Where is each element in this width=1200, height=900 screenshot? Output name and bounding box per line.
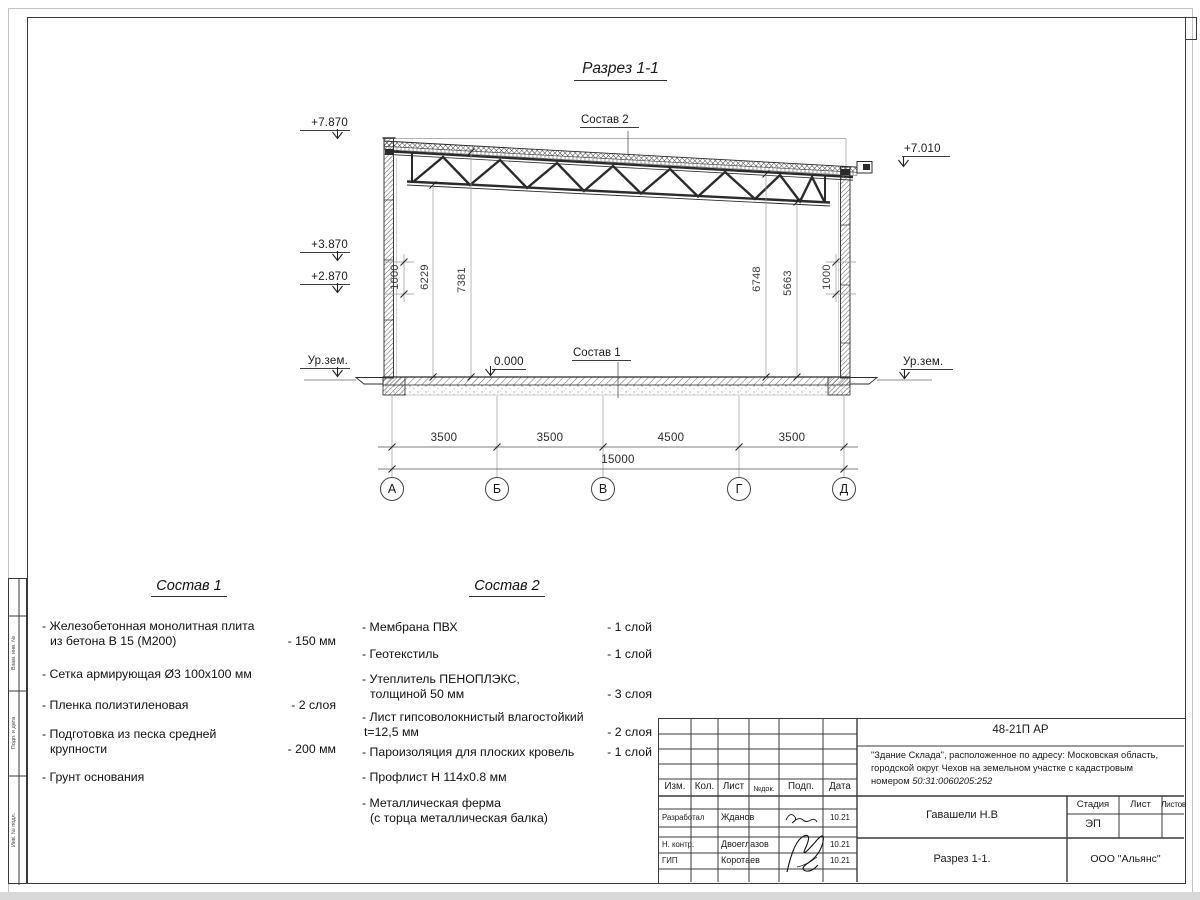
company-name: ООО "Альянс": [1090, 853, 1161, 865]
callout-roof-label: Состав 2: [580, 114, 639, 128]
row-date: 10.21: [829, 840, 851, 849]
object-description-line: [871, 776, 992, 786]
composition-2-title-wrap: [362, 578, 652, 595]
col-header-data: Дата: [829, 781, 851, 792]
dim-span: 4500: [657, 432, 685, 444]
axis-label: Д: [839, 482, 849, 496]
item-text: - Геотекстиль: [362, 646, 439, 661]
frame-side-strip: [8, 578, 27, 884]
dim-vertical: 5663: [782, 270, 794, 296]
item-text: - Утеплитель ПЕНОПЛЭКС,: [362, 672, 520, 687]
elevation-arrow-icon: [898, 369, 911, 380]
right-wall: [841, 167, 851, 378]
col-header-kol: Кол.: [694, 781, 715, 792]
item-value: - 3 слоя: [607, 686, 652, 701]
item-value: - 2 слоя: [607, 724, 652, 739]
axis-label: В: [598, 482, 608, 496]
dim-span: 3500: [430, 432, 458, 444]
list-item: [362, 672, 652, 701]
drawing-title-wrap: [523, 60, 718, 78]
item-text: - Пленка полиэтиленовая: [42, 697, 189, 712]
col-header-list: Лист: [722, 781, 745, 792]
side-strip-label: Инв. № подл.: [11, 812, 17, 848]
item-value: - 2 слоя: [291, 697, 336, 712]
row-role: Разработал: [662, 813, 705, 822]
elevation-mark: +7.010: [902, 143, 950, 157]
item-text: - Профлист Н 114х0.8 мм: [362, 769, 507, 784]
item-text: из бетона В 15 (М200): [50, 633, 177, 648]
stage-label: Стадия: [1076, 799, 1110, 810]
list-item: [42, 698, 336, 713]
item-text: (с торца металлическая балка): [370, 810, 548, 825]
col-header-ndok: №док.: [753, 784, 775, 793]
stage-value: ЭП: [1085, 818, 1101, 830]
item-text: крупности: [50, 741, 108, 756]
drawing-title: Разрез 1-1: [574, 60, 667, 81]
row-name: Жданов: [721, 812, 755, 822]
item-text: - Лист гипсоволокнистый влагостойкий: [362, 710, 584, 725]
composition-list-2: [362, 578, 652, 825]
item-value: - 1 слой: [607, 745, 652, 760]
elevation-arrow-icon: [331, 283, 344, 294]
elevation-arrow-icon: [484, 366, 497, 377]
item-text: - Подготовка из песка средней: [42, 727, 217, 742]
dim-vertical: 6748: [751, 266, 763, 292]
col-header-izm: Изм.: [664, 781, 686, 792]
side-strip-label: Взам. инв. №: [11, 635, 17, 671]
document-title: Разрез 1-1.: [933, 853, 991, 865]
dim-total: 15000: [601, 454, 635, 466]
dim-vertical: 7381: [456, 267, 468, 293]
elevation-zero: 0.000: [494, 356, 524, 368]
row-role: Н. контр.: [662, 840, 695, 849]
item-value: - 200 мм: [287, 741, 336, 756]
list-item: [42, 619, 336, 648]
list-item: [362, 796, 652, 825]
right-footing-toe: [850, 378, 877, 385]
side-strip-label: Подп. и дата: [11, 716, 17, 750]
row-name: Коротаев: [721, 855, 760, 865]
object-description-line: "Здание Склада", расположенное по адресу: Московская область,: [871, 750, 1159, 760]
row-date: 10.21: [829, 813, 851, 822]
composition-1-title-wrap: [42, 578, 336, 595]
ground-level-label: Ур.зем.: [300, 355, 350, 369]
dim-vertical: 1000: [821, 264, 833, 290]
col-header-podp: Подп.: [787, 781, 815, 792]
callout-floor-label: Состав 1: [572, 347, 631, 361]
composition-2-title: Состав 2: [469, 578, 544, 597]
signature: [786, 815, 823, 872]
elevation-mark: +7.870: [300, 117, 350, 131]
composition-list-1: [42, 578, 336, 785]
item-value: - 1 слой: [607, 620, 652, 635]
ground-level-label: Ур.зем.: [901, 356, 953, 370]
item-text: - Пароизоляция для плоских кровель: [362, 745, 575, 760]
sheet-label: Лист: [1130, 799, 1151, 810]
elevation-mark: +2.870: [300, 271, 350, 285]
cadastral-number: 50:31:0060205:252: [912, 776, 993, 786]
elevation-arrow-icon: [331, 367, 344, 378]
approved-by: Гавашели Н.В: [926, 809, 998, 821]
item-text: t=12,5 мм: [364, 724, 419, 739]
list-item: [42, 727, 336, 756]
row-date: 10.21: [829, 856, 851, 865]
list-item: [42, 667, 336, 682]
frame-corner-box: [1185, 17, 1197, 40]
axis-label: Г: [735, 482, 743, 496]
list-item: [42, 770, 336, 785]
list-item: [362, 647, 652, 662]
title-block: [658, 718, 1186, 884]
item-text: - Грунт основания: [42, 770, 145, 785]
axis-label: А: [387, 482, 397, 496]
item-value: - 1 слой: [607, 646, 652, 661]
elevation-arrow-icon: [331, 251, 344, 262]
elevation-mark: +3.870: [300, 239, 350, 253]
object-description-line: городской округ Чехов на земельном участке с кадастровым: [871, 763, 1134, 773]
item-text: - Металлическая ферма: [362, 796, 501, 811]
dim-span: 3500: [536, 432, 564, 444]
elevation-arrow-icon: [897, 157, 910, 168]
list-item: [362, 710, 652, 739]
list-item: [362, 620, 652, 635]
dim-span: 3500: [778, 432, 806, 444]
item-text: - Мембрана ПВХ: [362, 620, 458, 635]
list-item: [362, 745, 652, 760]
dim-vertical: 6229: [419, 264, 431, 290]
axis-bubbles: [381, 478, 856, 501]
composition-1-title: Состав 1: [151, 578, 226, 597]
project-code: 48-21П АР: [992, 724, 1049, 736]
dim-vertical: 1000: [389, 264, 401, 290]
sheets-label: Листов: [1161, 800, 1186, 809]
left-wall: [383, 138, 396, 378]
item-text: - Железобетонная монолитная плита: [42, 619, 255, 634]
item-value: - 150 мм: [287, 633, 336, 648]
left-footing-toe: [356, 378, 383, 385]
cadastral-prefix: номером: [871, 776, 913, 786]
row-role: ГИП: [662, 856, 678, 865]
item-text: толщиной 50 мм: [370, 686, 465, 701]
elevation-arrow-icon: [331, 129, 344, 140]
list-item: [362, 770, 652, 785]
axis-label: Б: [492, 482, 502, 496]
row-name: Двоеглазов: [721, 839, 769, 849]
item-text: - Сетка армирующая Ø3 100х100 мм: [42, 667, 252, 682]
paper-bottom-shadow: [0, 892, 1200, 900]
